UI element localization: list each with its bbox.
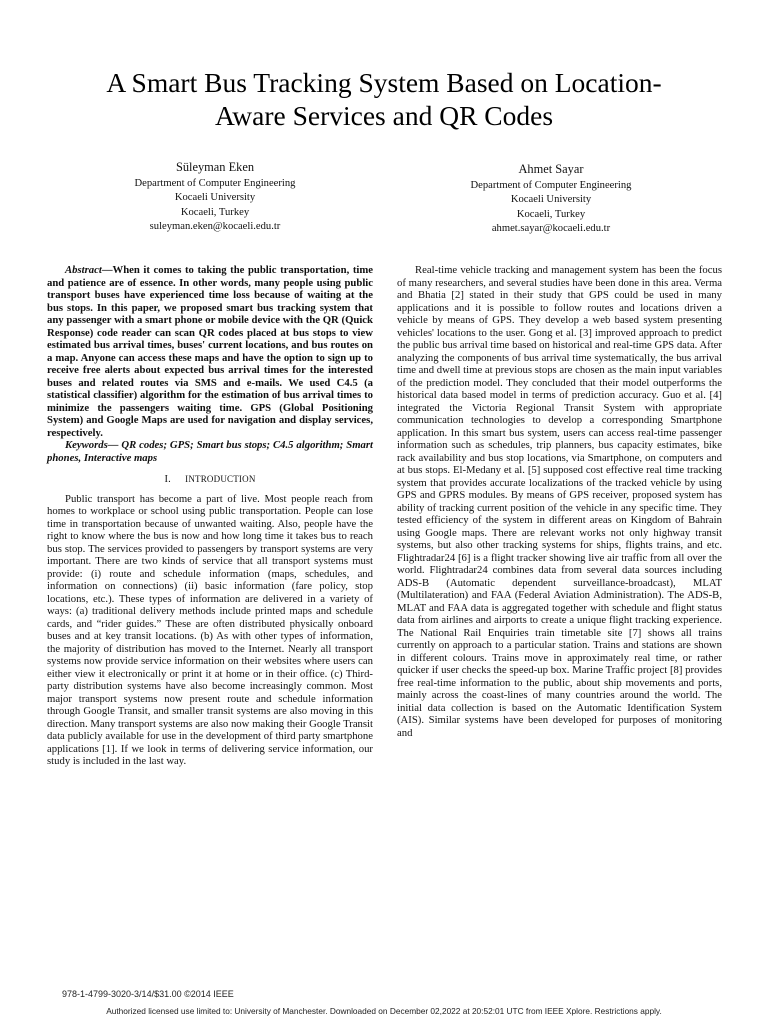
footer-isbn: 978-1-4799-3020-3/14/$31.00 ©2014 IEEE (62, 989, 234, 999)
section-title: INTRODUCTION (185, 474, 256, 484)
keywords (47, 439, 373, 464)
footer-license: Authorized licensed use limited to: University of Manchester. Downloaded on December 02,2022 at 20:52:01 UTC from IEEE Xplore. Restrictions apply. (106, 1006, 662, 1016)
author-location: Kocaeli, Turkey (180, 206, 250, 218)
abstract-label: Abstract (65, 264, 102, 276)
section-heading (47, 473, 373, 487)
section-number: I. (164, 474, 171, 485)
author-university: Kocaeli University (510, 194, 592, 206)
author-email: ahmet.sayar@kocaeli.edu.tr (491, 223, 611, 235)
author-department: Department of Computer Engineering (470, 180, 632, 191)
paper-title-line-1: A Smart Bus Tracking System Based on Location- (106, 67, 662, 98)
paper-title (30, 66, 738, 132)
abstract-text: —When it comes to taking the public transportation, time and patience are of essence. In other words, many people using public transport buses have experienced time loss because of waiting at the bus stops. In this paper, we proposed smart bus tracking system that any passenger with a smart phone or mobile device with the QR (Quick Response) code reader can scan QR codes placed at bus stops to view estimated bus arrival times, buses' current locations, and bus routes on a map. Anyone can access these maps and have the option to sign up to receive free alerts about expected bus arrival times for the interested buses and related routes via SMS and e-mails. We used C4.5 (a statistical classifier) algorithm for the estimation of bus arrival times to minimize the passengers waiting time. GPS (Global Positioning System) and Google Maps are used for navigation and display services, respectively. (47, 264, 373, 439)
keywords-text: QR codes; GPS; Smart bus stops; C4.5 algorithm; Smart phones, Interactive maps (47, 439, 373, 464)
author-block-1 (70, 159, 360, 235)
abstract (47, 264, 373, 439)
author-block-2 (406, 161, 696, 237)
keywords-label: Keywords— (65, 439, 119, 451)
right-column (397, 264, 722, 739)
author-name: Ahmet Sayar (518, 162, 584, 176)
author-name: Süleyman Eken (175, 160, 255, 174)
introduction-paragraph: Public transport has become a part of live. Most people reach from homes to workplace or school using public transportation. People can lose time in transportation because of unwanted waiting. Also, people have the right to know where the bus is now and how long time it takes bus to reach bus stop. The services provided to passengers by transport systems are very important. There are two kinds of service that all transport systems must provide: (i) route and schedule information (maps, schedules, and information on connections) (ii) basic information (fare policy, stop locations, etc.). These types of information are delivered in a variety of ways: (a) traditional delivery methods include printed maps and schedule cards, and “rider guides.” These are often distributed physically onboard buses and at key transit locations. (b) As with other types of information, the majority of distribution has moved to the Internet. Nearly all transport systems now provide service information on their websites where users can either view it electronically or print it at home or in their office. (c) Third-party distribution systems have also become increasingly common. Most major transport systems now present route and schedule information through Google Transit, and smaller transit systems are also moving in this direction. Many transport systems are also now making their Google Transit data publicly available for use in the development of third party smartphone applications [1]. If we look in terms of delivering service information, our study is included in the last way. (47, 492, 373, 767)
author-location: Kocaeli, Turkey (516, 208, 586, 220)
author-email: suleyman.eken@kocaeli.edu.tr (149, 221, 281, 233)
author-department: Department of Computer Engineering (134, 178, 296, 189)
paper-title-line-2: Aware Services and QR Codes (214, 100, 554, 131)
author-university: Kocaeli University (174, 192, 256, 204)
left-column (47, 264, 373, 768)
related-work-paragraph: Real-time vehicle tracking and management system has been the focus of many researchers, and several studies have been done in this area. Verma and Bhatia [2] stated in their study that GPS could be used in many applications and it is possible to follow routes and locations driven a vehicle by means of GPS. They develop a web based system presenting vehicles' locations to the user. Gong et al. [3] improved approach to predict the public bus arrival time based on historical and real-time GPS data. After analyzing the components of bus arrival time systematically, the bus arrival time and dwell time at previous stops are chosen as the main input variables of the prediction model. They concluded that their model outperforms the historical data based model in terms of prediction accuracy. Guo et al. [4] integrated the Victoria Regional Transit System with appropriate communication technologies to develop a corresponding Smartphone application. In this smart bus system, users can access real-time passenger information such as schedules, trip planners, bus capacity estimates, bike rack availability and bus stop locations, via Smartphone, on computers and at bus stops. El-Medany et al. [5] supposed cost effective real time tracking system that provides accurate localizations of the tracked vehicle by using GPS and GPRS modules. By means of GPS receiver, proposed system has ability of tracking current position of the vehicle in any specific time. They tested efficiency of the system in different areas on Kingdom of Bahrain using Google maps. There are relevant works not only highway transit systems, but also other tracking systems for ships, flights trains, and etc. Flightradar24 [6] is a flight tracker showing live air traffic from all over the world. Flightradar24 combines data from several data sources including ADS-B (Automatic dependent surveillance-broadcast), MLAT (Multilateration) and FAA (Federal Aviation Administration). The ADS-B, MLAT and FAA data is aggregated together with schedule and flight status data from airlines and airports to create a unique flight tracking experience. The National Rail Enquiries train timetable site [7] shows all trains currently on approach to a particular station. Trains and stations are shown in different colours. Trains move in approximately real time, or rather quicker if user checks the speed-up box. Marine Traffic project [8] provides free real-time information to the public, about ship movements and ports, mainly across the coast-lines of many countries around the world. The initial data collection is based on the Automatic Identification System (AIS). Similar systems have been developed for purposes of monitoring and (397, 264, 722, 739)
